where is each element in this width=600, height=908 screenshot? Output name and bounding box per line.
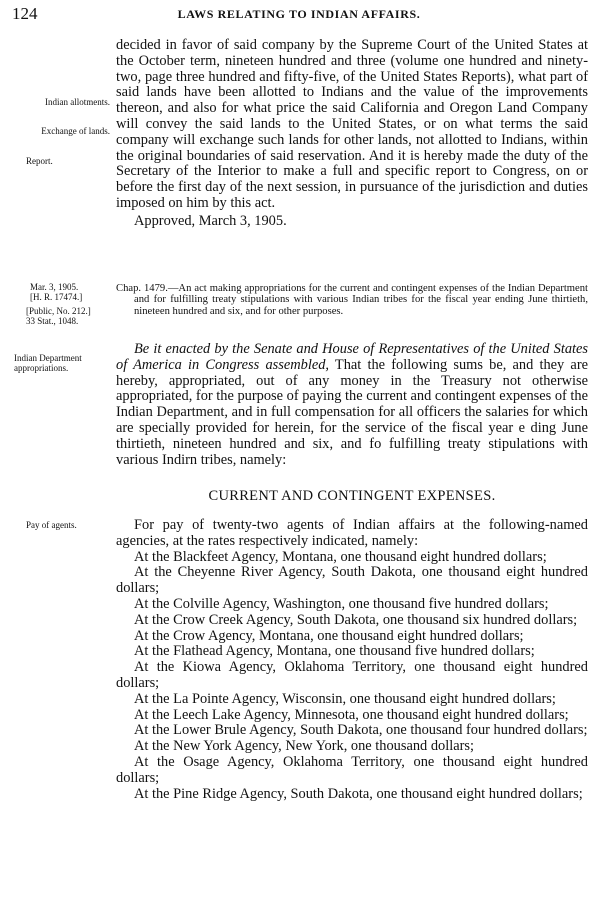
pay-section <box>116 518 588 802</box>
agency-item: At the Cheyenne River Agency, South Dakota, one thousand eight hundred dollars; <box>116 564 588 597</box>
agency-item: At the Blackfeet Agency, Montana, one thousand eight hundred dollars; <box>134 548 547 565</box>
margin-note-appropriations: Indian Department appropriations. <box>14 353 82 373</box>
agency-item: At the Crow Agency, Montana, one thousand eight hundred dollars; <box>134 627 524 644</box>
statutes-citation: 33 Stat., 1048. <box>26 316 79 326</box>
public-law-number: [Public, No. 212.] <box>26 306 91 316</box>
page-number: 124 <box>12 4 38 23</box>
agency-item: At the Pine Ridge Agency, South Dakota, one thousand eight hundred dollars; <box>134 785 583 802</box>
enacting-paragraph <box>116 342 588 468</box>
agency-item: At the Flathead Agency, Montana, one thousand five hundred dollars; <box>134 643 535 660</box>
margin-note-citation <box>26 306 110 326</box>
margin-note-pay-of-agents: Pay of agents. <box>26 520 77 530</box>
chapter-bill: [H. R. 17474.] <box>30 292 83 302</box>
section-heading: CURRENT AND CONTINGENT EXPENSES. <box>208 488 496 504</box>
agency-item: At the Crow Creek Agency, South Dakota, one thousand six hundred dollars; <box>134 611 578 628</box>
margin-note-date <box>30 282 110 302</box>
running-head: LAWS RELATING TO INDIAN AFFAIRS. <box>177 7 421 21</box>
agency-item: At the Osage Agency, Oklahoma Territory, one thousand eight hundred dollars; <box>116 753 588 786</box>
enacting-clause: Be it enacted by the Senate and House of Representatives of the United States of America in Congress assembled, <box>116 341 588 373</box>
opening-paragraph: decided in favor of said company by the Supreme Court of the United States at the October term, nineteen hundred and three (volume one hundred and ninety-two, page three hundred and fifty-five, of the United States Reports), what part of said lands have been allotted to Indians and the value of the improvements thereon, and also for what price the said California and Oregon Land Company will convey the said lands to the United States, or on what terms the said company will exchange such lands for other lands, not allotted to Indians, within the original boundaries of said reservation. And it is hereby made the duty of the Secretary of the Interior to make a full and specific report to Congress, on or before the first day of the next session, in pursuance of the jurisdiction and duties imposed on him by this act. <box>116 37 588 211</box>
chapter-title: Chap. 1479.—An act making appropriations for the current and contingent expenses of the Indian Department and for fulfilling treaty stipulations with various Indian tribes for the fiscal year ending June thirtieth, nineteen hundred and six, and for other purposes. <box>116 283 588 317</box>
approval-line: Approved, March 3, 1905. <box>134 212 287 229</box>
agency-item: At the New York Agency, New York, one thousand dollars; <box>134 738 475 755</box>
enacting-section <box>116 342 588 468</box>
margin-note-report: Report. <box>26 156 53 166</box>
agency-item: At the Colville Agency, Washington, one thousand five hundred dollars; <box>134 595 549 612</box>
agency-item: At the La Pointe Agency, Wisconsin, one thousand eight hundred dollars; <box>134 690 556 707</box>
enacting-text: That the following sums be, and they are hereby, appropriated, out of any money in the Treasury not otherwise appropriated, for the purpose of paying the current and contingent expenses of the Indian Department, and in full compensation for all officers the salaries for which are specially provided for herein, for the service of the fiscal year e ding June thirtieth, nineteen hundred and six, and fo fulfilling treaty stipulations with various Indirn tribes, namely: <box>116 356 589 468</box>
margin-note-exchange-of-lands: Exchange of lands. <box>41 126 110 136</box>
agency-item: At the Leech Lake Agency, Minnesota, one thousand eight hundred dollars; <box>134 706 569 723</box>
page-header <box>12 4 586 24</box>
opening-section <box>116 38 588 230</box>
pay-intro: For pay of twenty-two agents of Indian affairs at the following-named agencies, at the rates respectively indicated, namely: <box>116 517 588 549</box>
agency-item: At the Kiowa Agency, Oklahoma Territory, one thousand eight hundred dollars; <box>116 659 588 691</box>
agency-item: At the Lower Brule Agency, South Dakota, one thousand four hundred dollars; <box>134 722 588 739</box>
chapter-date: Mar. 3, 1905. <box>30 282 79 292</box>
margin-note-indian-allotments: Indian allotments. <box>45 97 110 107</box>
